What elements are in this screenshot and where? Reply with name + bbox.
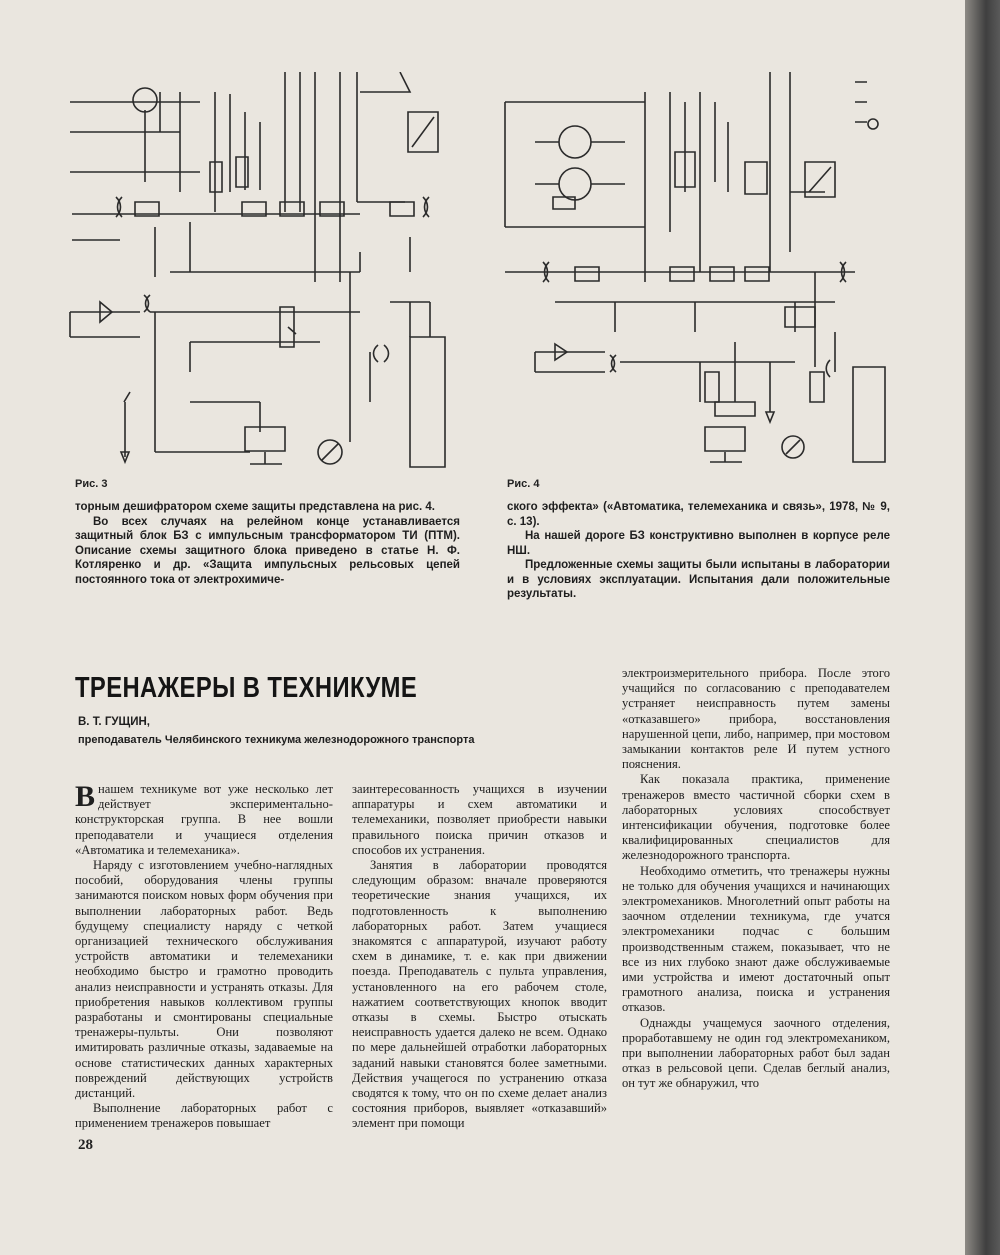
upper-right-paragraph-1: ского эффекта» («Автоматика, телемеханика и связь», 1978, № 9, с. 13). [507, 501, 890, 528]
col2-paragraph-1: заинтересованность учащихся в изучении аппаратуры и схем автоматики и телемеханики, позволяет приобрести навыки правильного поиска причин отказов и способов их устранения. [352, 782, 607, 857]
article-column-2 [352, 782, 607, 1132]
upper-right-text [507, 500, 890, 602]
upper-left-paragraph-2: Во всех случаях на релейном конце устанавливается защитный блок БЗ с импульсным трансформатором ТИ (ПТМ). Описание схемы защитного блока приведено в статье Н. Ф. Котляренко и др. «Защита импульсных рельсовых цепей постоянного тока от электрохимиче- [75, 515, 460, 586]
col1-paragraph-3: Выполнение лабораторных работ с применением тренажеров повышает [75, 1101, 333, 1131]
col3-paragraph-1: электроизмерительного прибора. После этого учащийся по согласованию с преподавателем устраняет неисправность путем замены «отказавшего» прибора, восстановления нарушенной цепи, либо, например, при мостовом замыкании контактов реле И путем устного пояснения. [622, 666, 890, 772]
article-title: ТРЕНАЖЕРЫ В ТЕХНИКУМЕ [75, 672, 418, 704]
upper-left-paragraph-1: торным дешифратором схеме защиты представлена на рис. 4. [75, 501, 435, 513]
dropcap-letter: В [75, 780, 96, 813]
upper-right-paragraph-2: На нашей дороге БЗ конструктивно выполнен в корпусе реле НШ. [507, 530, 890, 557]
figure-3-schematic [60, 72, 475, 472]
col1-paragraph-1-text: нашем техникуме вот уже несколько лет действует экспериментально-конструкторская группа. В нее вошли преподаватели и учащиеся отделения «Автоматика и телемеханика». [75, 782, 333, 857]
col2-paragraph-2: Занятия в лаборатории проводятся следующим образом: вначале проверяются теоретические знания учащихся, их подготовленность к выполнению лабораторных работ. Затем учащиеся знакомятся с аппаратурой, изучают работу схем в динамике, т. е. как при движении поезда. Преподаватель с пульта управления, установленного на его рабочем столе, нажатием соответствующих кнопок вводит отказы в схемы. Быстро отыскать неисправность удается далеко не всем. Однако по мере дальнейшей отработки лабораторных заданий навыки становятся более заметными. Действия учащегося по устранению отказа сводятся к тому, что он по схеме делает анализ состояния приборов, выявляет «отказавший» элемент при помощи [352, 858, 607, 1131]
book-spine-shadow [965, 0, 1000, 1255]
figure-3-caption: Рис. 3 [75, 478, 108, 490]
article-column-1 [75, 782, 333, 1132]
article-author: В. Т. ГУЩИН, [78, 716, 150, 728]
upper-left-text [75, 500, 460, 587]
figure-4-schematic [495, 72, 890, 467]
col1-paragraph-2: Наряду с изготовлением учебно-наглядных пособий, оборудования члены группы занимаются поиском новых форм обучения при выполнении лабораторных работ. Ведь будущему специалисту наряду с четкой организацией технического обслуживания устройств автоматики и телемеханики необходимо быстро и грамотно проводить анализ неисправности и устранять отказы. Для приобретения навыков коллективом группы разработаны и смонтированы специальные тренажеры-пульты. Они позволяют имитировать различные отказы, задаваемые на основе статистических данных характерных повреждений действующих устройств дистанций. [75, 858, 333, 1101]
article-column-3 [622, 666, 890, 1092]
col3-paragraph-3: Необходимо отметить, что тренажеры нужны не только для обучения учащихся и начинающих электромехаников. Многолетний опыт работы на заочном отделении техникума, где учатся электромеханики подчас с большим производственным стажем, показывает, что не все из них глубоко знают даже обслуживаемые ими устройства и имеют достаточный опыт грамотного анализа, поиска и устранения отказов. [622, 863, 890, 1015]
col3-paragraph-2: Как показала практика, применение тренажеров вместо частичной сборки схем в лабораторных условиях способствует интенсификации обучения, подготовке более квалифицированных специалистов для железнодорожного транспорта. [622, 772, 890, 863]
col3-paragraph-4: Однажды учащемуся заочного отделения, проработавшему не один год электромехаником, при выполнении лабораторных работ был задан отказ в рельсовой цепи. Сделав беглый анализ, он тут же обнаружил, что [622, 1015, 890, 1091]
upper-right-paragraph-3: Предложенные схемы защиты были испытаны в лаборатории и в условиях эксплуатации. Испытания дали положительные результаты. [507, 559, 890, 600]
author-position: преподаватель Челябинского техникума железнодорожного транспорта [78, 734, 475, 746]
figure-4-caption: Рис. 4 [507, 478, 540, 490]
page-number: 28 [78, 1137, 93, 1153]
col1-paragraph-1 [75, 782, 333, 858]
